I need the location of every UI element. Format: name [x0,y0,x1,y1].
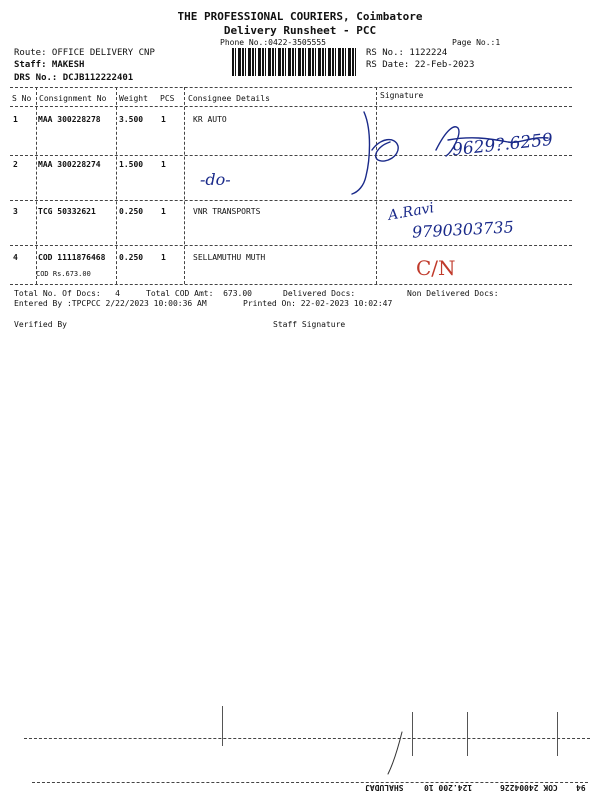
col-header-weight: Weight [119,94,148,103]
page-number: Page No.:1 [452,38,501,47]
rs-number: RS No.: 1122224 [366,48,448,58]
strip-text-num: 94 [576,783,586,792]
row3-weight: 0.250 [119,207,144,216]
row4-pcs: 1 [161,253,166,262]
row3-pcs: 1 [161,207,166,216]
handwritten-phone-1: 9629?.6259 [451,129,554,161]
total-docs: Total No. Of Docs: 4 [14,289,120,298]
handwritten-name-3: A.Ravi [386,200,436,224]
row3-consignment: TCG 50332621 [38,207,96,216]
handwritten-cn-mark: C/N [416,256,456,280]
col-header-sno: S No [12,94,32,103]
handwritten-phone-3: 9790303735 [411,217,515,242]
verified-by-label: Verified By [14,320,67,329]
row4-sno: 4 [13,253,18,262]
sheet-title: Delivery Runsheet - PCC [223,24,377,37]
row3-consignee: VNR TRANSPORTS [193,207,261,216]
pen-slash [388,732,402,774]
col-header-consignee: Consignee Details [188,94,270,103]
route-label: Route: OFFICE DELIVERY CNP [14,48,155,58]
row2-pcs: 1 [161,160,166,169]
entered-by: Entered By :TPCPCC 2/22/2023 10:00:36 AM [14,299,207,308]
staff-signature-label: Staff Signature [273,320,346,329]
col-header-consignment: Consignment No [39,94,107,103]
strip-text-mid: 124.200 10 [424,783,473,792]
row4-weight: 0.250 [119,253,144,262]
strip-text-code: COK 24004226 [500,783,558,792]
delivered-docs: Delivered Docs: [283,289,356,298]
row2-consignment: MAA 300228274 [38,160,101,169]
phone-number: Phone No.:0422-3505555 [220,38,326,47]
total-cod: Total COD Amt: 673.00 [146,289,252,298]
row4-consignee: SELLAMUTHU MUTH [193,253,266,262]
company-name: THE PROFESSIONAL COURIERS, Coimbatore [177,10,423,23]
staff-label: Staff: MAKESH [14,60,85,70]
non-delivered-docs: Non Delivered Docs: [407,289,499,298]
printed-on: Printed On: 22-02-2023 10:02:47 [243,299,393,308]
row1-weight: 3.500 [119,115,144,124]
row2-weight: 1.500 [119,160,144,169]
col-header-pcs: PCS [160,94,175,103]
row3-sno: 3 [13,207,18,216]
row4-consignment: COD 1111876468 [38,253,106,262]
row1-sno: 1 [13,115,18,124]
col-header-signature: Signature [380,91,424,100]
row1-pcs: 1 [161,115,166,124]
handwritten-ditto: -do- [200,170,231,189]
strip-text-name: SHALUDAJ [365,783,404,792]
row2-sno: 2 [13,160,18,169]
row4-cod-note: COD Rs.673.00 [36,270,91,278]
row1-consignment: MAA 300228278 [38,115,101,124]
row1-consignee: KR AUTO [193,115,227,124]
drs-number: DRS No.: DCJB112222401 [14,73,134,83]
rs-date: RS Date: 22-Feb-2023 [366,60,475,70]
